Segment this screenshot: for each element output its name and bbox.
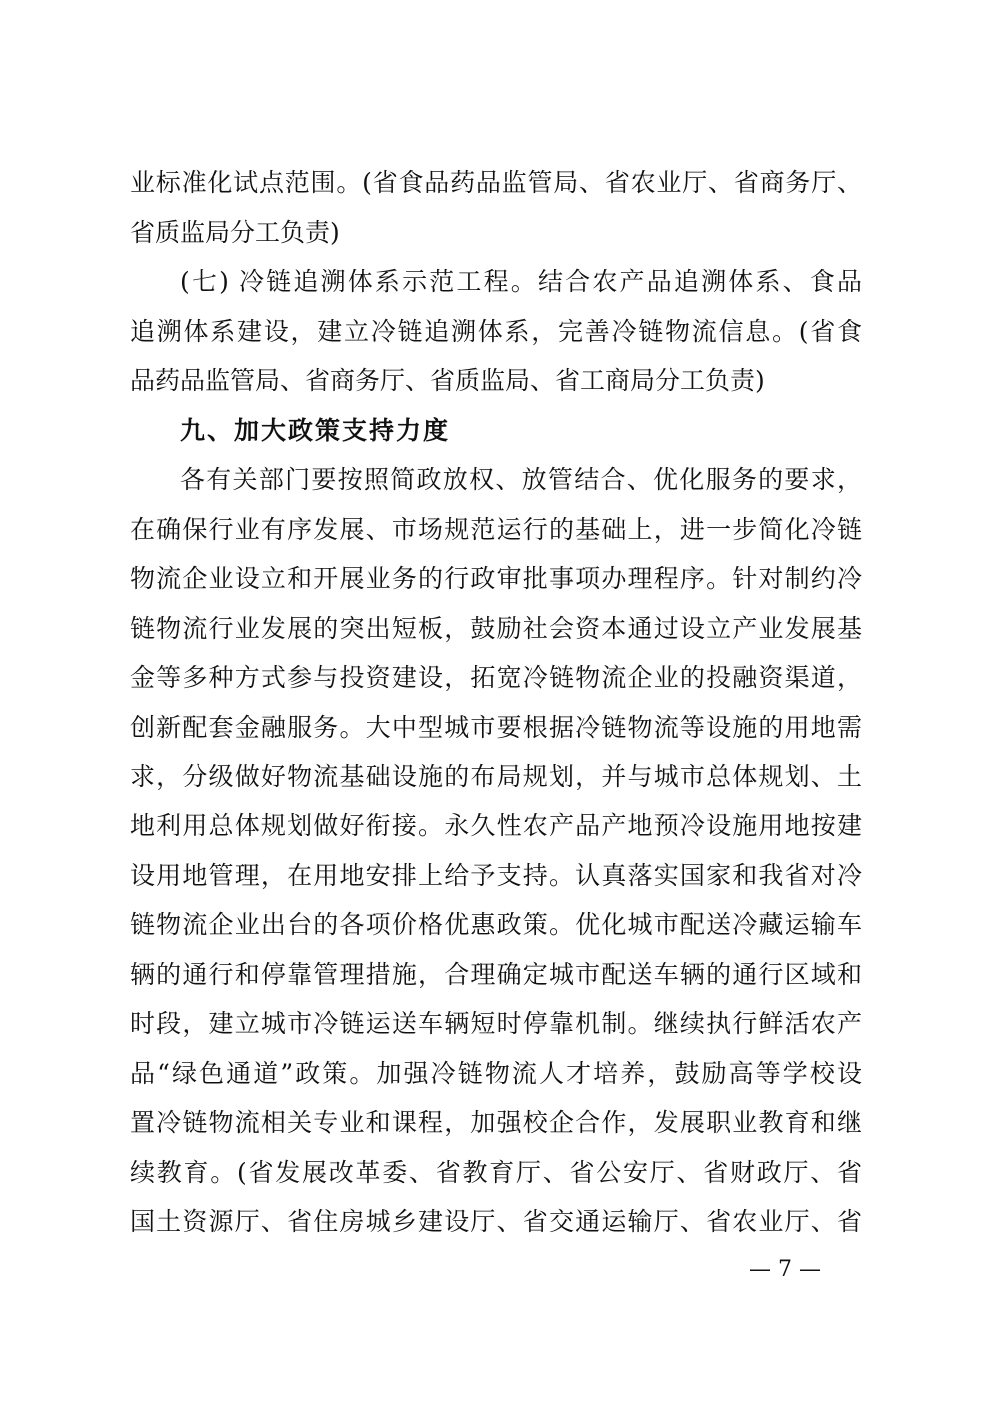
body-text-line: 金等多种方式参与投资建设，拓宽冷链物流企业的投融资渠道， bbox=[130, 663, 862, 692]
body-text-line: 置冷链物流相关专业和课程，加强校企合作，发展职业教育和继 bbox=[130, 1108, 862, 1137]
page-number: — 7 — bbox=[749, 1257, 821, 1282]
section-item-seven-line: (七) 冷链追溯体系示范工程。结合农产品追溯体系、食品 bbox=[180, 267, 862, 296]
body-text-line: 设用地管理，在用地安排上给予支持。认真落实国家和我省对冷 bbox=[130, 861, 862, 890]
body-text-line: 地利用总体规划做好衔接。永久性农产品产地预冷设施用地按建 bbox=[130, 811, 862, 840]
body-text-line: 创新配套金融服务。大中型城市要根据冷链物流等设施的用地需 bbox=[130, 713, 862, 742]
body-text-line: 链物流企业出台的各项价格优惠政策。优化城市配送冷藏运输车 bbox=[130, 910, 862, 939]
body-text-line: 求，分级做好物流基础设施的布局规划，并与城市总体规划、土 bbox=[130, 762, 862, 791]
body-text-line: 辆的通行和停靠管理措施，合理确定城市配送车辆的通行区域和 bbox=[130, 960, 862, 989]
paragraph-first-line: 各有关部门要按照简政放权、放管结合、优化服务的要求， bbox=[180, 465, 862, 494]
body-text-line: 省质监局分工负责) bbox=[130, 218, 340, 247]
body-text-line: 国土资源厅、省住房城乡建设厅、省交通运输厅、省农业厅、省 bbox=[130, 1207, 862, 1236]
section-heading: 九、加大政策支持力度 bbox=[180, 416, 451, 445]
body-text-line: 在确保行业有序发展、市场规范运行的基础上，进一步简化冷链 bbox=[130, 515, 862, 544]
body-text-line: 追溯体系建设，建立冷链追溯体系，完善冷链物流信息。(省食 bbox=[130, 317, 862, 346]
body-text-line: 品“绿色通道”政策。加强冷链物流人才培养，鼓励高等学校设 bbox=[130, 1059, 862, 1088]
body-text-line: 续教育。(省发展改革委、省教育厅、省公安厅、省财政厅、省 bbox=[130, 1158, 862, 1187]
body-text-line: 业标准化试点范围。(省食品药品监管局、省农业厅、省商务厅、 bbox=[130, 168, 862, 197]
body-text-line: 链物流行业发展的突出短板，鼓励社会资本通过设立产业发展基 bbox=[130, 614, 862, 643]
body-text-line: 品药品监管局、省商务厅、省质监局、省工商局分工负责) bbox=[130, 366, 765, 395]
body-text-line: 时段，建立城市冷链运送车辆短时停靠机制。继续执行鲜活农产 bbox=[130, 1009, 862, 1038]
body-text-line: 物流企业设立和开展业务的行政审批事项办理程序。针对制约冷 bbox=[130, 564, 862, 593]
